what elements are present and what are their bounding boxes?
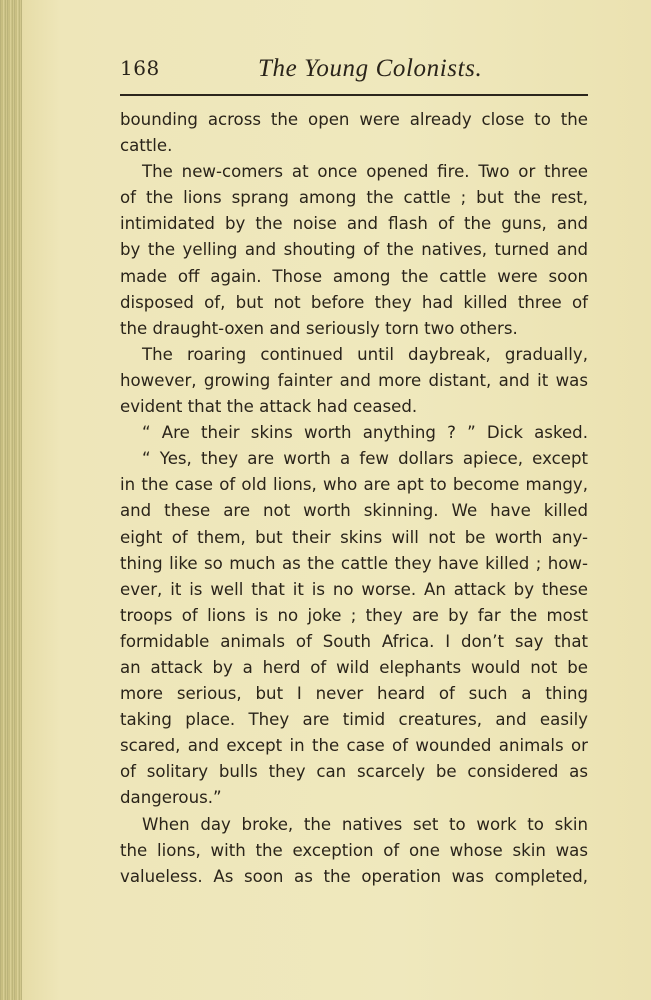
- running-title: The Young Colonists.: [258, 55, 483, 82]
- text-line: an attack by a herd of wild elephants would not be: [120, 657, 588, 677]
- text-line: made off again. Those among the cattle were soon: [120, 266, 588, 286]
- text-line: bounding across the open were already close to the: [120, 110, 588, 129]
- text-line: however, growing fainter and more distant, and it was: [120, 370, 588, 390]
- text-line: more serious, but I never heard of such a thing: [120, 684, 588, 704]
- text-line: thing like so much as the cattle they have killed ; how-: [120, 553, 588, 573]
- text-line: scared, and except in the case of wounded animals or: [120, 736, 588, 756]
- text-line: “ Yes, they are worth a few dollars apiece, except: [142, 449, 588, 469]
- text-line: “ Are their skins worth anything ? ” Dick asked.: [142, 423, 588, 443]
- text-line: the lions, with the exception of one whose skin was: [120, 840, 588, 860]
- text-line: taking place. They are timid creatures, and easily: [120, 710, 588, 730]
- text-line: cattle.: [120, 136, 173, 156]
- text-line: dangerous.”: [120, 788, 222, 808]
- text-line: of the lions sprang among the cattle ; but the rest,: [120, 188, 588, 208]
- text-line: valueless. As soon as the operation was completed,: [120, 866, 588, 886]
- page-header: [120, 56, 588, 86]
- body-text: [120, 107, 588, 890]
- text-line: of solitary bulls they can scarcely be considered as: [120, 762, 588, 782]
- text-line: by the yelling and shouting of the natives, turned and: [120, 240, 588, 260]
- text-line: intimidated by the noise and flash of the guns, and: [120, 214, 588, 234]
- text-line: formidable animals of South Africa. I don’t say that: [120, 631, 588, 651]
- text-line: evident that the attack had ceased.: [120, 397, 418, 417]
- text-line: the draught-oxen and seriously torn two others.: [120, 318, 518, 338]
- page-number: 168: [120, 56, 160, 80]
- text-line: eight of them, but their skins will not be worth any-: [120, 527, 588, 547]
- text-line: The new-comers at once opened fire. Two or three: [142, 162, 588, 182]
- text-line: troops of lions is no joke ; they are by far the most: [120, 605, 588, 625]
- text-line: and these are not worth skinning. We have killed: [120, 501, 588, 521]
- text-line: disposed of, but not before they had killed three of: [120, 292, 588, 312]
- text-line: The roaring continued until daybreak, gradually,: [142, 344, 588, 364]
- page-spine-edge: [0, 0, 22, 1000]
- text-line: ever, it is well that it is no worse. An attack by these: [120, 579, 588, 599]
- text-line: in the case of old lions, who are apt to become mangy,: [120, 475, 588, 495]
- text-line: When day broke, the natives set to work to skin: [142, 814, 588, 834]
- header-rule: [120, 94, 588, 96]
